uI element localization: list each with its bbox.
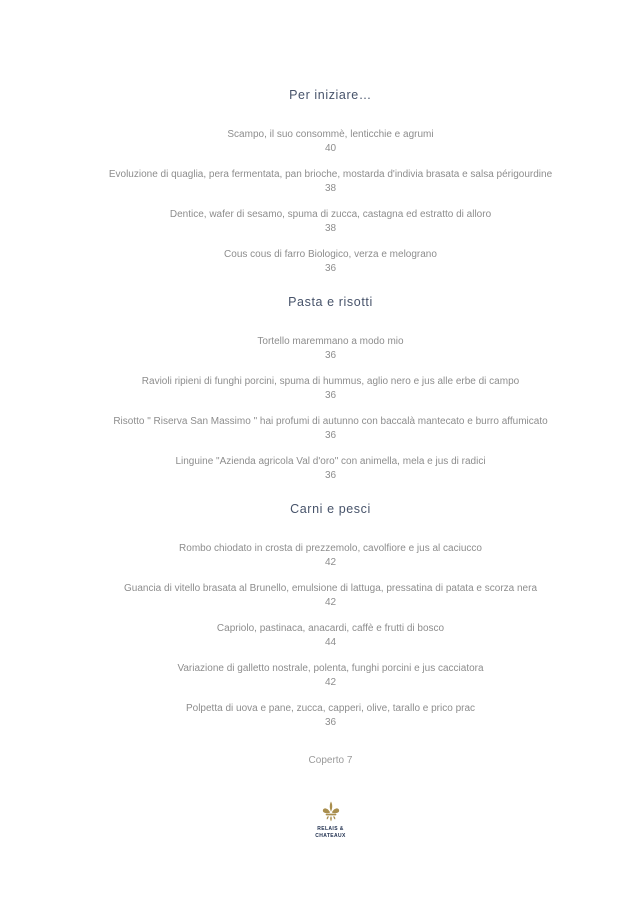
menu-item xyxy=(21,702,640,730)
menu-item-name: Variazione di galletto nostrale, polenta, funghi porcini e jus cacciatora xyxy=(177,663,484,674)
menu-item-price: 38 xyxy=(324,223,337,234)
menu-item-price: 36 xyxy=(324,430,337,441)
menu-item xyxy=(21,248,640,276)
menu-item-price: 42 xyxy=(324,557,337,568)
menu-item-name: Cous cous di farro Biologico, verza e melograno xyxy=(224,249,437,260)
menu-item xyxy=(21,128,640,156)
menu-item-name: Ravioli ripieni di funghi porcini, spuma di hummus, aglio nero e jus alle erbe di campo xyxy=(141,376,520,387)
menu-item xyxy=(21,662,640,690)
menu-item-name: Capriolo, pastinaca, anacardi, caffè e frutti di bosco xyxy=(216,623,445,634)
menu-item-price: 44 xyxy=(324,637,337,648)
menu-item-name: Rombo chiodato in crosta di prezzemolo, cavolfiore e jus al caciucco xyxy=(179,543,482,554)
menu-item-name: Scampo, il suo consommè, lenticchie e agrumi xyxy=(227,129,434,140)
menu-section xyxy=(21,295,640,483)
menu-item-price: 38 xyxy=(324,183,337,194)
menu-item-name: Linguine "Azienda agricola Val d'oro" con animella, mela e jus di radici xyxy=(175,456,486,467)
menu-item xyxy=(21,582,640,610)
menu-item xyxy=(21,542,640,570)
section-title: Per iniziare… xyxy=(289,88,372,102)
menu-item-price: 36 xyxy=(324,263,337,274)
brand-name-line2: CHATEAUX xyxy=(315,832,346,839)
menu-item-name: Guancia di vitello brasata al Brunello, emulsione di lattuga, pressatina di patata e scorza nera xyxy=(123,583,538,594)
menu-sections xyxy=(21,88,640,730)
menu-item-name: Tortello maremmano a modo mio xyxy=(257,336,404,347)
menu-item-price: 42 xyxy=(324,597,337,608)
menu-item-price: 36 xyxy=(324,390,337,401)
section-title: Carni e pesci xyxy=(290,502,371,516)
menu-item-price: 42 xyxy=(324,677,337,688)
menu-item-price: 36 xyxy=(324,717,337,728)
menu-item xyxy=(21,335,640,363)
menu-item-price: 40 xyxy=(324,143,337,154)
menu-item xyxy=(21,208,640,236)
menu-item xyxy=(21,415,640,443)
section-title: Pasta e risotti xyxy=(288,295,373,309)
fleur-de-lis-icon xyxy=(319,800,343,824)
menu-item-name: Risotto " Riserva San Massimo " hai profumi di autunno con baccalà mantecato e burro affumicato xyxy=(113,416,548,427)
cover-charge: Coperto 7 xyxy=(308,755,353,766)
menu-item-price: 36 xyxy=(324,350,337,361)
menu-item-name: Evoluzione di quaglia, pera fermentata, pan brioche, mostarda d'indivia brasata e salsa périgourdine xyxy=(108,169,553,180)
menu-item-price: 36 xyxy=(324,470,337,481)
menu-item xyxy=(21,455,640,483)
brand-name-line1: RELAIS & xyxy=(317,826,344,832)
menu-section xyxy=(21,502,640,730)
menu-section xyxy=(21,88,640,276)
menu-item xyxy=(21,168,640,196)
brand-logo xyxy=(21,800,640,839)
menu-item-name: Polpetta di uova e pane, zucca, capperi, olive, tarallo e prico prac xyxy=(185,703,476,714)
menu-item-name: Dentice, wafer di sesamo, spuma di zucca, castagna ed estratto di alloro xyxy=(169,209,492,220)
menu-item xyxy=(21,375,640,403)
menu-item xyxy=(21,622,640,650)
